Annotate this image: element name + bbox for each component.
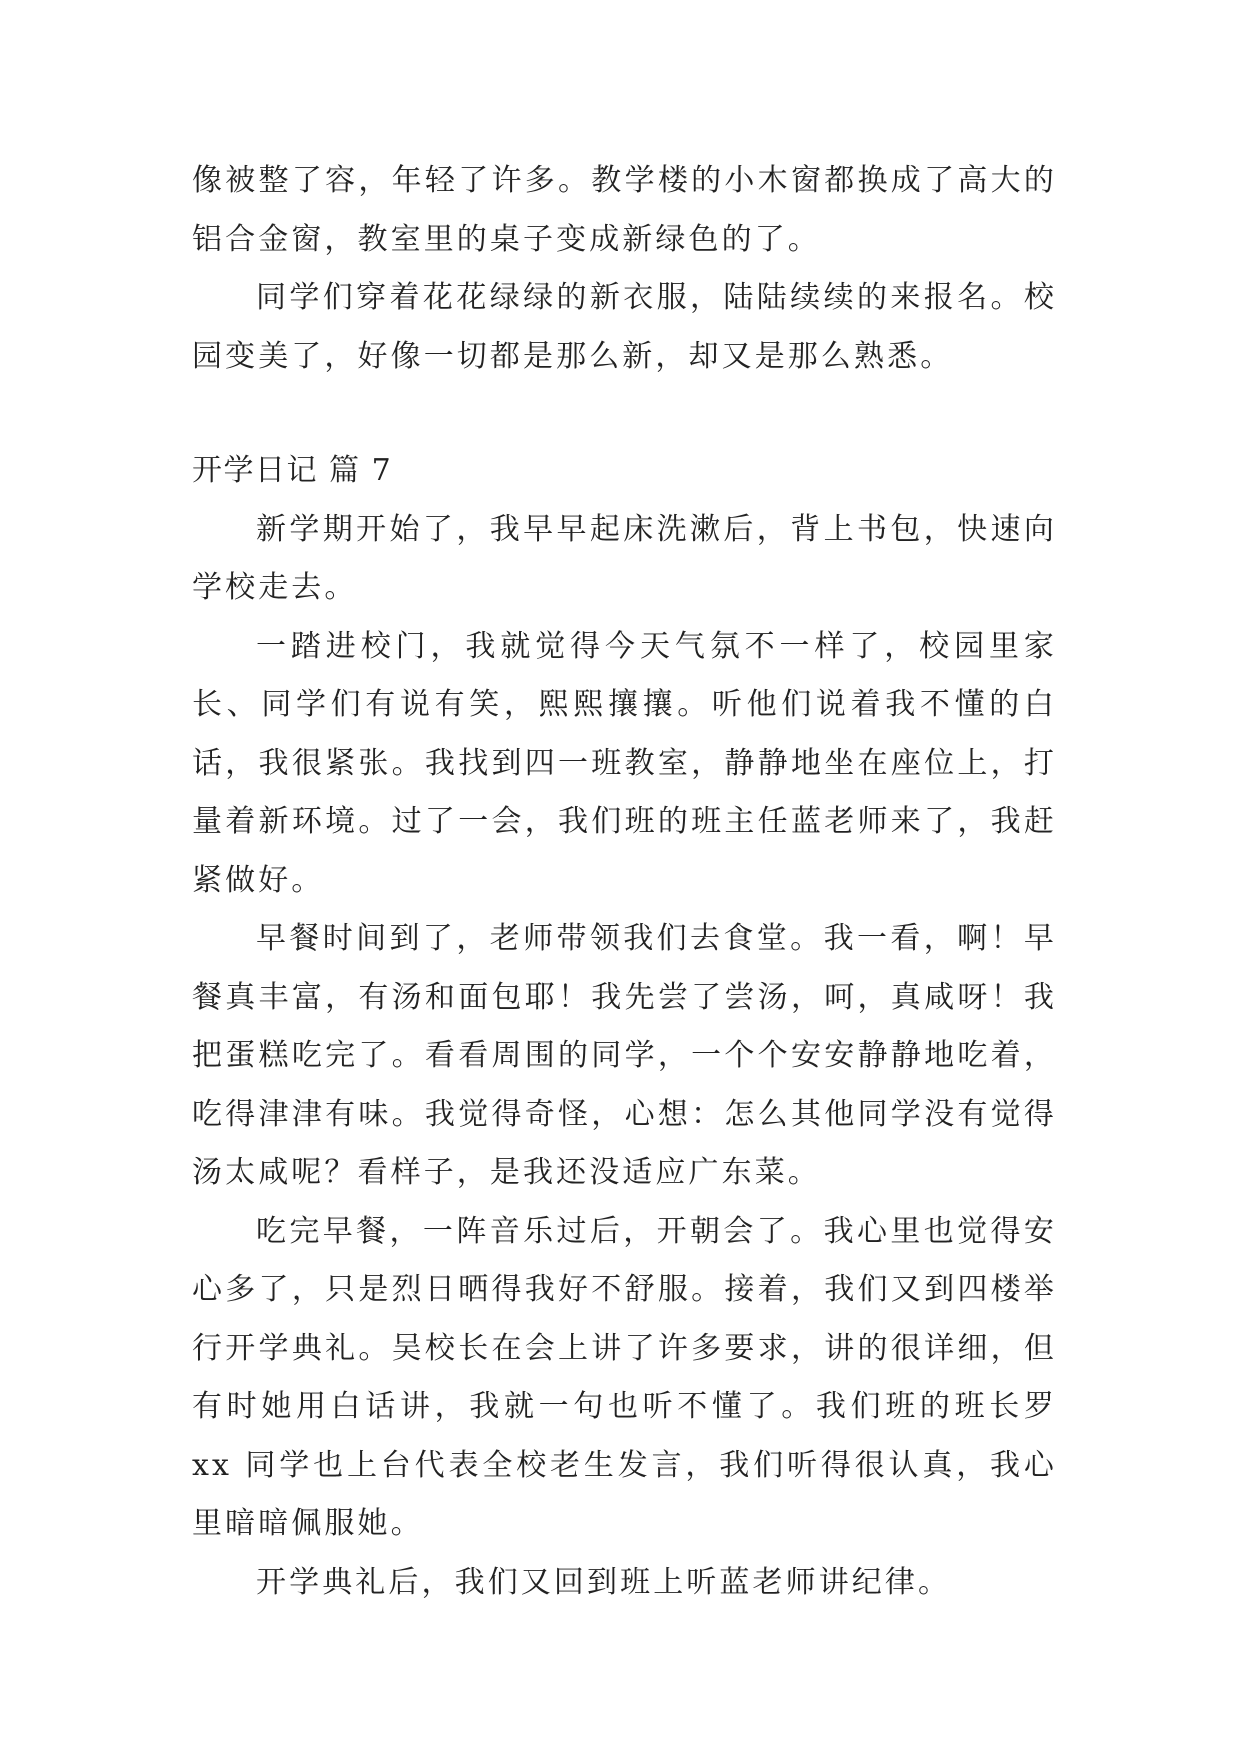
paragraph: 早餐时间到了，老师带领我们去食堂。我一看，啊！早餐真丰富，有汤和面包耶！我先尝了尝汤，呵，真咸呀！我把蛋糕吃完了。看看周围的同学，一个个安安静静地吃着，吃得津津有味。我觉得奇怪，心想：怎么其他同学没有觉得汤太咸呢？看样子，是我还没适应广东菜。	[192, 921, 1057, 1190]
paragraph: 同学们穿着花花绿绿的新衣服，陆陆续续的来报名。校园变美了，好像一切都是那么新，却又是那么熟悉。	[192, 280, 1057, 374]
document-page	[192, 152, 1057, 1612]
paragraph: 吃完早餐，一阵音乐过后，开朝会了。我心里也觉得安心多了，只是烈日晒得我好不舒服。接着，我们又到四楼举行开学典礼。吴校长在会上讲了许多要求，讲的很详细，但有时她用白话讲，我就一句也听不懂了。我们班的班长罗 xx 同学也上台代表全校老生发言，我们听得很认真，我心里暗暗佩服她。	[192, 1213, 1057, 1541]
paragraph: 新学期开始了，我早早起床洗漱后，背上书包，快速向学校走去。	[192, 511, 1057, 605]
section-title: 开学日记 篇 7	[192, 453, 393, 488]
paragraph: 一踏进校门，我就觉得今天气氛不一样了，校园里家长、同学们有说有笑，熙熙攘攘。听他们说着我不懂的白话，我很紧张。我找到四一班教室，静静地坐在座位上，打量着新环境。过了一会，我们班的班主任蓝老师来了，我赶紧做好。	[192, 628, 1057, 898]
section-spacer	[192, 386, 1057, 442]
paragraph-continued: 像被整了容，年轻了许多。教学楼的小木窗都换成了高大的铝合金窗，教室里的桌子变成新绿色的了。	[192, 163, 1057, 257]
paragraph: 开学典礼后，我们又回到班上听蓝老师讲纪律。	[256, 1564, 952, 1600]
